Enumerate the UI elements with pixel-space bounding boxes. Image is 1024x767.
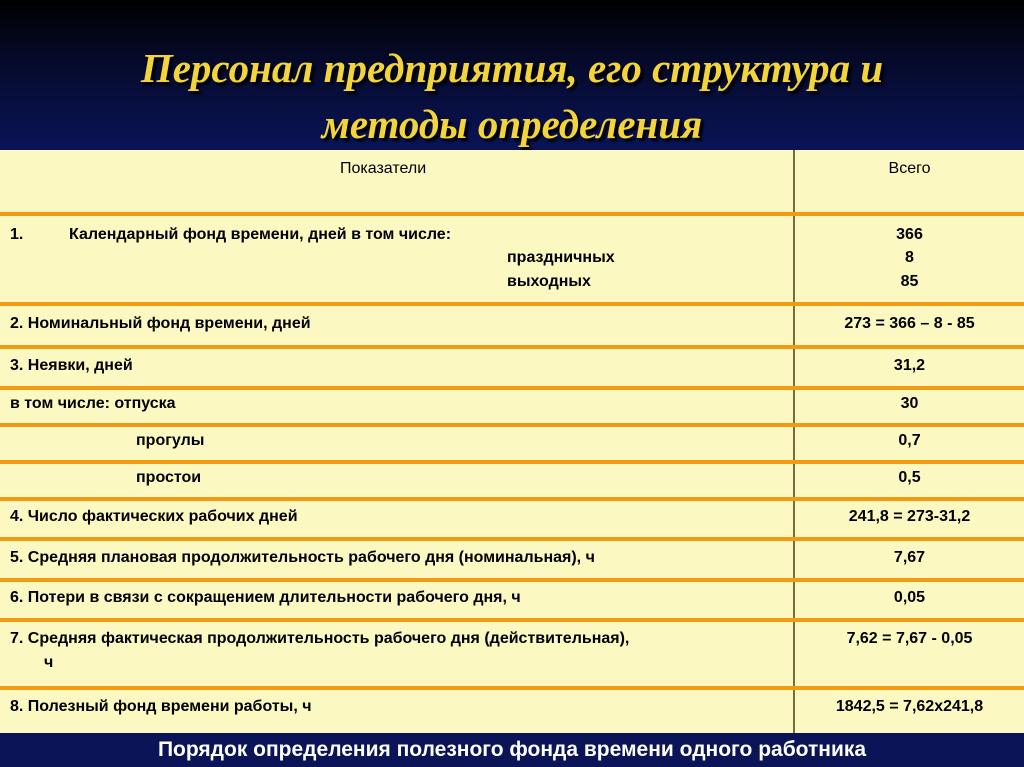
- row1-label: Календарный фонд времени, дней в том числе:: [69, 226, 452, 243]
- row1-sub-holidays: праздничных: [507, 249, 615, 266]
- row-divider: [0, 386, 1024, 390]
- row11-label: 8. Полезный фонд времени работы, ч: [10, 698, 312, 715]
- row-divider: [0, 497, 1024, 501]
- row11-value: 1842,5 = 7,62х241,8: [835, 698, 984, 715]
- footer-caption: Порядок определения полезного фонда времени одного работника: [157, 738, 867, 761]
- row6-label: простои: [136, 469, 202, 486]
- row4-value: 30: [900, 395, 919, 412]
- row2-value: 273 = 366 – 8 - 85: [844, 315, 975, 332]
- row7-label: 4. Число фактических рабочих дней: [10, 508, 298, 525]
- row-divider: [0, 345, 1024, 349]
- row-divider: [0, 686, 1024, 690]
- row1-value-weekends: 85: [900, 273, 919, 290]
- row7-value: 241,8 = 273-31,2: [848, 508, 971, 525]
- row9-label: 6. Потери в связи с сокращением длительности рабочего дня, ч: [10, 589, 521, 606]
- row10-value: 7,62 = 7,67 - 0,05: [846, 630, 973, 647]
- row2-label: 2. Номинальный фонд времени, дней: [10, 315, 311, 332]
- row-divider: [0, 423, 1024, 427]
- row-divider: [0, 618, 1024, 622]
- row5-label: прогулы: [136, 432, 205, 449]
- data-table: [0, 150, 1024, 733]
- row10-label: 7. Средняя фактическая продолжительность рабочего дня (действительная),: [10, 630, 630, 647]
- row-divider: [0, 578, 1024, 582]
- row1-sub-weekends: выходных: [507, 273, 591, 290]
- row1-value-holidays: 8: [905, 249, 914, 266]
- row1-number: 1.: [10, 226, 24, 243]
- row1-value-total: 366: [896, 226, 923, 243]
- row-divider: [0, 212, 1024, 216]
- row8-label: 5. Средняя плановая продолжительность рабочего дня (номинальная), ч: [10, 549, 595, 566]
- row3-value: 31,2: [893, 357, 926, 374]
- row10-label-cont: ч: [44, 654, 54, 671]
- row3-label: 3. Неявки, дней: [10, 357, 133, 374]
- slide-title-line2: методы определения: [321, 101, 703, 147]
- row9-value: 0,05: [893, 589, 926, 606]
- row-divider: [0, 460, 1024, 464]
- slide-title-line1: Персонал предприятия, его структура и: [140, 45, 884, 91]
- row4-label: в том числе: отпуска: [10, 395, 176, 412]
- slide-title: [0, 40, 1024, 152]
- header-total: Всего: [888, 160, 931, 177]
- row-divider: [0, 302, 1024, 306]
- row5-value: 0,7: [898, 432, 921, 449]
- row6-value: 0,5: [898, 469, 921, 486]
- row8-value: 7,67: [893, 549, 926, 566]
- row-divider: [0, 537, 1024, 541]
- header-indicators: Показатели: [340, 160, 427, 177]
